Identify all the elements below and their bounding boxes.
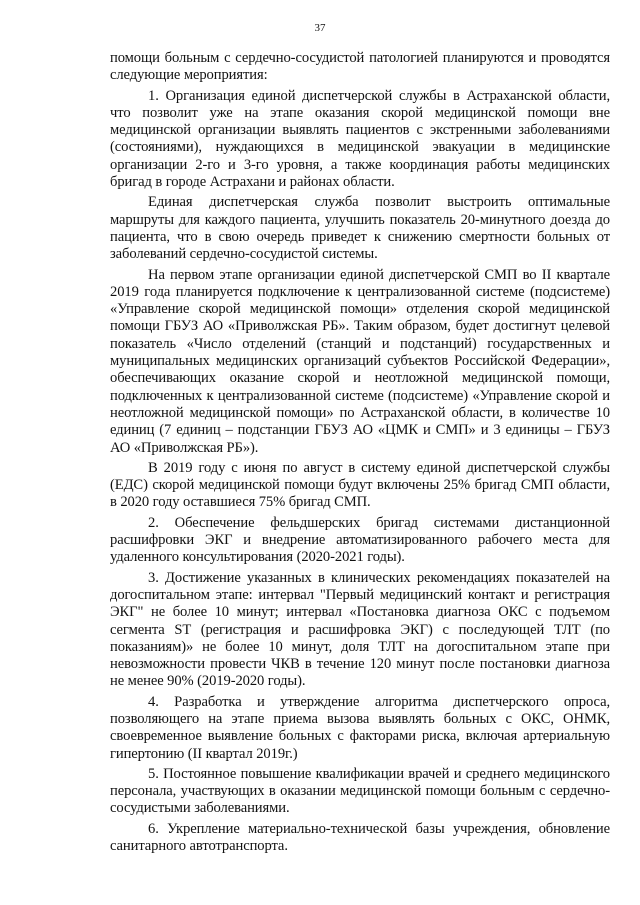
- paragraph-item-4: 4. Разработка и утверждение алгоритма диспетчерского опроса, позволяющего на этапе приема вызова выявлять больных с ОКС, ОНМК, своевременное выявление больных с факторами риска, включая артериальную гипертонию (II квартал 2019г.): [110, 693, 610, 762]
- paragraph-item-6: 6. Укрепление материально-технической базы учреждения, обновление санитарного автотранспорта.: [110, 820, 610, 855]
- paragraph-item-3: 3. Достижение указанных в клинических рекомендациях показателей на догоспитальном этапе: интервал "Первый медицинский контакт и регистрация ЭКГ" не более 10 минут; интервал «Постановка диагноза ОКС с подъемом сегмента ST (регистрация и расшифровка ЭКГ) с последующей ТЛТ (по показаниям)» не более 10 минут, доля ТЛТ на догоспитальном этапе при невозможности провести ЧКВ в течение 120 минут после постановки диагноза не менее 90% (2019-2020 годы).: [110, 569, 610, 690]
- paragraph-item-1: 1. Организация единой диспетчерской службы в Астраханской области, что позволит уже на этапе оказания скорой медицинской помощи вне медицинской организации выявлять пациентов с экстренными заболеваниями (состояниями), нуждающихся в медицинской эвакуации в медицинские организации 2-го и 3-го уровня, а также координация работы медицинских бригад в городе Астрахани и районах области.: [110, 87, 610, 191]
- paragraph-item-2: 2. Обеспечение фельдшерских бригад системами дистанционной расшифровки ЭКГ и внедрение автоматизированного рабочего места для удаленного консультирования (2020-2021 годы).: [110, 514, 610, 566]
- body-text: [110, 50, 610, 858]
- paragraph-first-stage: На первом этапе организации единой диспетчерской СМП во II квартале 2019 года планируется подключение к централизованной системе (подсистеме) «Управление скорой медицинской помощи» отделения скорой медицинской помощи ГБУЗ АО «Приволжская РБ». Таким образом, будет достигнут целевой показатель «Число отделений (станций и подстанций) государственных и муниципальных медицинских организаций субъектов Российской Федерации», обеспечивающих оказание скорой и неотложной медицинской помощи, подключенных к централизованной системе (подсистеме) «Управление скорой и неотложной медицинской помощи» по Астраханской области, в количестве 10 единиц (7 единиц – подстанции ГБУЗ АО «ЦМК и СМП» и 3 единицы – ГБУЗ АО «Приволжская РБ»).: [110, 266, 610, 456]
- paragraph-item-5: 5. Постоянное повышение квалификации врачей и среднего медицинского персонала, участвующих в оказании медицинской помощи больным с сердечно-сосудистыми заболеваниями.: [110, 765, 610, 817]
- paragraph-intro: помощи больным с сердечно-сосудистой патологией планируются и проводятся следующие мероприятия:: [110, 50, 610, 84]
- paragraph-eds-routes: Единая диспетчерская служба позволит выстроить оптимальные маршруты для каждого пациента, улучшить показатель 20-минутного доезда до пациента, что в свою очередь приведет к снижению смертности больных от заболеваний сердечно-сосудистой системы.: [110, 194, 610, 263]
- page-number: 37: [314, 22, 326, 34]
- paragraph-2019-eds: В 2019 году с июня по август в систему единой диспетчерской службы (ЕДС) скорой медицинской помощи будут включены 25% бригад СМП области, в 2020 году оставшиеся 75% бригад СМП.: [110, 459, 610, 511]
